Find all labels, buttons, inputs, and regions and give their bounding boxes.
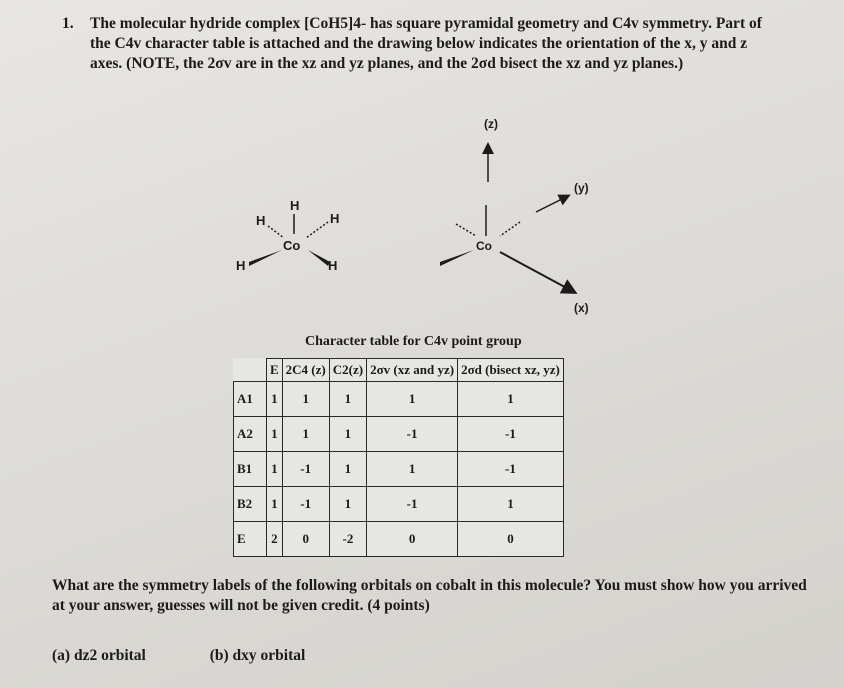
table-corner bbox=[234, 359, 267, 382]
right-co-label: Co bbox=[476, 239, 492, 253]
cell: 1 bbox=[329, 417, 366, 452]
header-e: E bbox=[267, 359, 283, 382]
z-axis-label: (z) bbox=[484, 117, 498, 131]
cell: 1 bbox=[367, 452, 458, 487]
cell: 0 bbox=[282, 522, 329, 557]
header-c2: C2(z) bbox=[329, 359, 366, 382]
cell: 1 bbox=[367, 382, 458, 417]
cell: 1 bbox=[329, 382, 366, 417]
axes-molecule bbox=[440, 117, 589, 315]
left-wedge-bond bbox=[249, 250, 282, 266]
cell: -1 bbox=[367, 487, 458, 522]
cell: -2 bbox=[329, 522, 366, 557]
cell: 1 bbox=[329, 487, 366, 522]
answer-options bbox=[52, 647, 752, 665]
left-h-top: H bbox=[290, 198, 300, 213]
x-axis-label: (x) bbox=[574, 301, 589, 315]
followup-question: What are the symmetry labels of the following orbitals on cobalt in this molecule? You must show how you arrived at your answer, guesses will not be given credit. (4 points) bbox=[52, 577, 807, 614]
left-h-left: H bbox=[256, 213, 266, 228]
header-2c4: 2C4 (z) bbox=[282, 359, 329, 382]
table-row bbox=[234, 452, 564, 487]
left-h-front-right: H bbox=[328, 258, 338, 273]
table-header-row bbox=[234, 359, 564, 382]
row-label: A1 bbox=[234, 382, 267, 417]
cell: 1 bbox=[282, 417, 329, 452]
table-caption: Character table for C4v point group bbox=[305, 334, 522, 349]
cell: -1 bbox=[282, 487, 329, 522]
cell: 1 bbox=[267, 417, 283, 452]
left-co-label: Co bbox=[283, 238, 301, 253]
row-label: B1 bbox=[234, 452, 267, 487]
answer-a: (a) dz2 orbital bbox=[52, 647, 146, 664]
table-row bbox=[234, 417, 564, 452]
row-label: B2 bbox=[234, 487, 267, 522]
header-sigma-v: 2σv (xz and yz) bbox=[367, 359, 458, 382]
y-axis-label: (y) bbox=[574, 181, 589, 195]
cell: -1 bbox=[458, 452, 564, 487]
cell: 1 bbox=[458, 382, 564, 417]
row-label: E bbox=[234, 522, 267, 557]
left-molecule bbox=[236, 198, 339, 273]
wedge-bond bbox=[440, 250, 474, 266]
table-row bbox=[234, 522, 564, 557]
table-row bbox=[234, 382, 564, 417]
cell: -1 bbox=[458, 417, 564, 452]
molecule-drawing bbox=[0, 0, 844, 330]
cell: -1 bbox=[367, 417, 458, 452]
left-h-front-left: H bbox=[236, 258, 246, 273]
cell: 1 bbox=[329, 452, 366, 487]
cell: -1 bbox=[282, 452, 329, 487]
y-axis-arrow bbox=[536, 196, 568, 212]
cell: 1 bbox=[282, 382, 329, 417]
x-axis-arrow bbox=[500, 252, 574, 292]
question-text: The molecular hydride complex [CoH5]4- has square pyramidal geometry and C4v symmetry. Part of the C4v character table is attached and the drawing below indicates the orientation of the x, y and z axes. (NOTE, the 2σv are in the xz and yz planes, and the 2σd bisect the xz and yz planes.) bbox=[90, 15, 762, 72]
cell: 2 bbox=[267, 522, 283, 557]
row-label: A2 bbox=[234, 417, 267, 452]
cell: 1 bbox=[458, 487, 564, 522]
cell: 0 bbox=[367, 522, 458, 557]
right-wedge-bond bbox=[308, 250, 330, 266]
cell: 1 bbox=[267, 452, 283, 487]
cell: 0 bbox=[458, 522, 564, 557]
table-row bbox=[234, 487, 564, 522]
question-number: 1. bbox=[62, 15, 74, 32]
cell: 1 bbox=[267, 487, 283, 522]
header-sigma-d: 2σd (bisect xz, yz) bbox=[458, 359, 564, 382]
character-table bbox=[233, 358, 564, 557]
cell: 1 bbox=[267, 382, 283, 417]
answer-b: (b) dxy orbital bbox=[209, 647, 306, 664]
left-h-right: H bbox=[330, 211, 340, 226]
